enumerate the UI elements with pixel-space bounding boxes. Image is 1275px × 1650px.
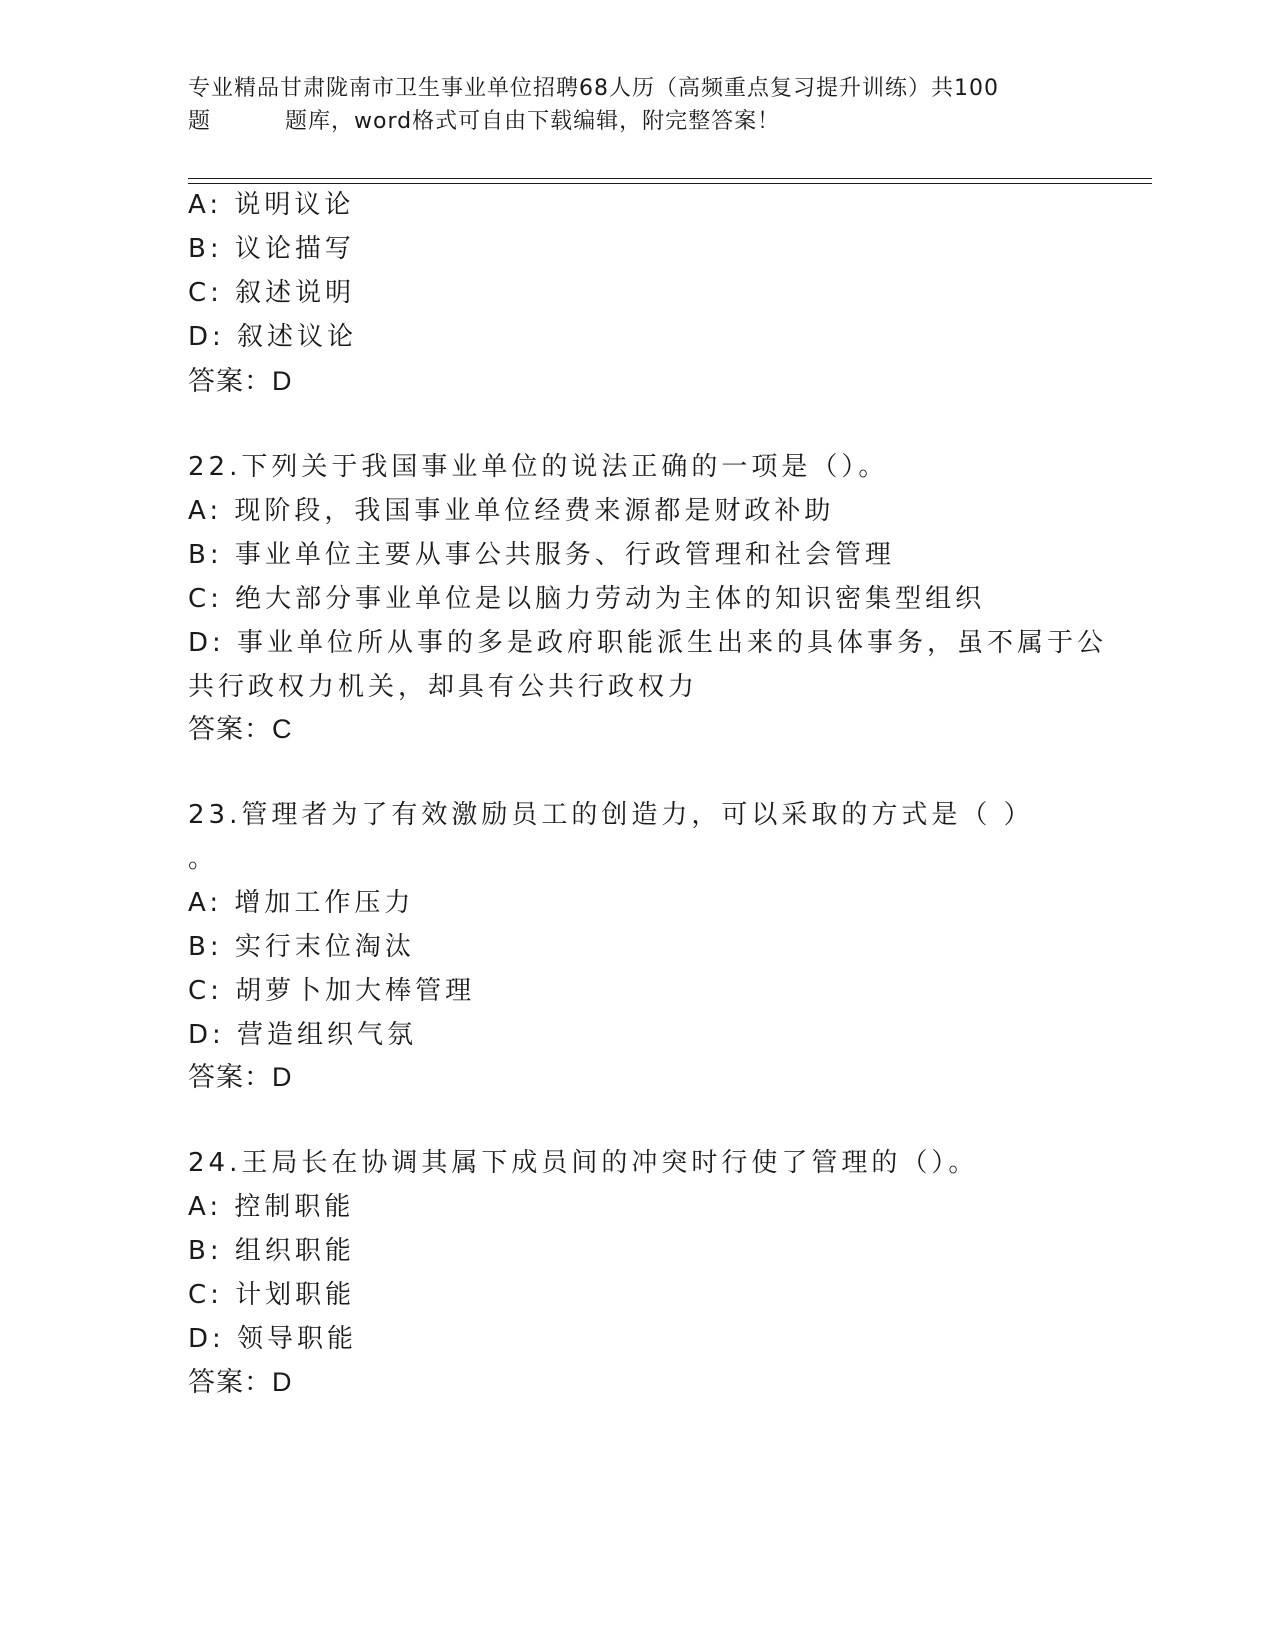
- prev-option-c: C: 叙述说明: [188, 278, 356, 308]
- q22-stem: 22.下列关于我国事业单位的说法正确的一项是（）。: [188, 452, 889, 482]
- q24-option-a: A: 控制职能: [188, 1192, 355, 1222]
- q24-option-c: C: 计划职能: [188, 1280, 356, 1310]
- document-header: [188, 72, 1088, 138]
- prev-answer: 答案：D: [188, 366, 293, 396]
- q22-option-b: B: 事业单位主要从事公共服务、行政管理和社会管理: [188, 540, 895, 570]
- q23-option-a: A: 增加工作压力: [188, 888, 415, 918]
- header-line-2: [188, 105, 1088, 138]
- q23-option-d: D: 营造组织气氛: [188, 1020, 418, 1050]
- q22-option-c: C: 绝大部分事业单位是以脑力劳动为主体的知识密集型组织: [188, 584, 986, 614]
- q23-stem-cont: 。: [188, 844, 215, 874]
- q24-option-b: B: 组织职能: [188, 1236, 355, 1266]
- q23-option-b: B: 实行末位淘汰: [188, 932, 415, 962]
- q22-option-d: D: 事业单位所从事的多是政府职能派生出来的具体事务，虽不属于公: [188, 628, 1108, 658]
- header-rule-top: [188, 178, 1152, 179]
- q24-option-d: D: 领导职能: [188, 1324, 358, 1354]
- header-line-2-right: 题库，word格式可自由下载编辑，附完整答案！: [285, 109, 781, 134]
- prev-option-b: B: 议论描写: [188, 234, 355, 264]
- header-line-1: 专业精品甘肃陇南市卫生事业单位招聘68人历（高频重点复习提升训练）共100: [188, 76, 999, 101]
- q22-option-a: A: 现阶段，我国事业单位经费来源都是财政补助: [188, 496, 835, 526]
- q23-answer: 答案：D: [188, 1062, 293, 1092]
- q23-option-c: C: 胡萝卜加大棒管理: [188, 976, 476, 1006]
- prev-option-d: D: 叙述议论: [188, 322, 358, 352]
- prev-option-a: A: 说明议论: [188, 190, 355, 220]
- q24-answer: 答案：D: [188, 1367, 293, 1397]
- q22-answer: 答案：C: [188, 714, 293, 744]
- q22-option-d-cont: 共行政权力机关，却具有公共行政权力: [188, 672, 699, 702]
- q24-stem: 24.王局长在协调其属下成员间的冲突时行使了管理的（）。: [188, 1148, 979, 1178]
- header-line-2-left: 题: [188, 109, 212, 134]
- q23-stem: 23.管理者为了有效激励员工的创造力，可以采取的方式是（ ）: [188, 800, 1034, 830]
- header-rule-bottom: [188, 183, 1152, 184]
